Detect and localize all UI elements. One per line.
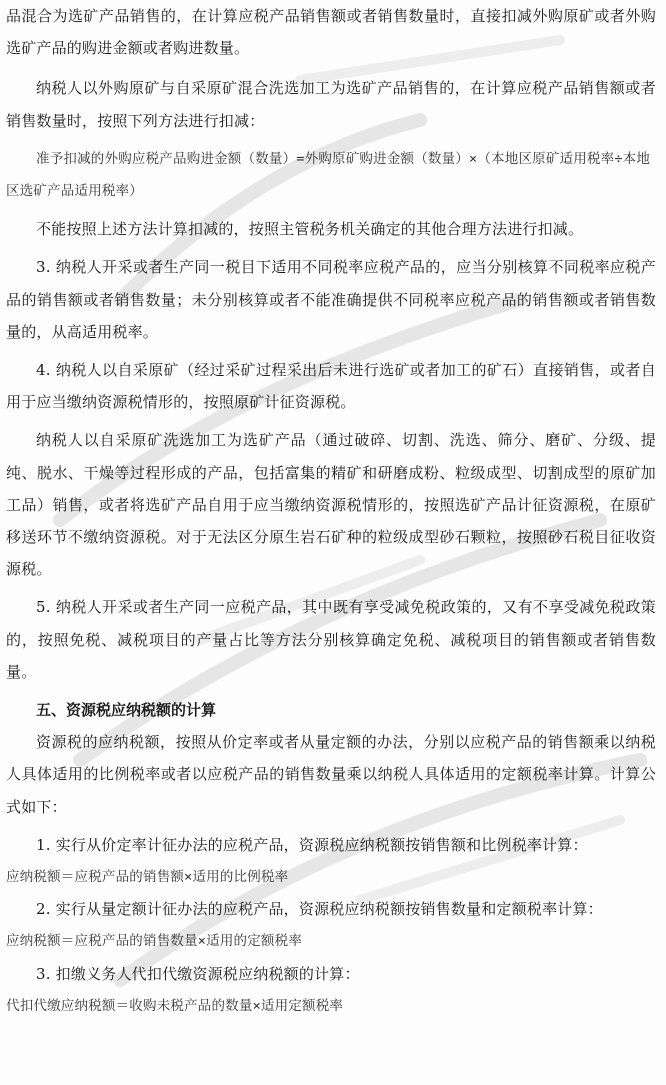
- paragraph-other-methods: 不能按照上述方法计算扣减的，按照主管税务机关确定的其他合理方法进行扣减。: [36, 220, 584, 239]
- paragraph-purchased-mineral-deduction: 品混合为选矿产品销售的，在计算应税产品销售额或者销售数量时，直接扣减外购原矿或者外购选矿产品的购进金额或者购进数量。: [6, 7, 656, 58]
- paragraph-ad-valorem-method: 1. 实行从价定率计征办法的应税产品，资源税应纳税额按销售额和比例税率计算：: [36, 835, 588, 854]
- formula-withholding: 代扣代缴应纳税额＝收购未税产品的数量×适用定额税率: [6, 997, 344, 1014]
- formula-deduction: 准予扣减的外购应税产品购进金额（数量）=外购原矿购进金额（数量）×（本地区原矿适用税率÷本地区选矿产品适用税率）: [6, 150, 651, 200]
- section-heading: 五、资源税应纳税额的计算: [36, 701, 217, 720]
- paragraph-specific-rate-method: 2. 实行从量定额计征办法的应税产品，资源税应纳税额按销售数量和定额税率计算：: [36, 900, 603, 919]
- paragraph-mixed-processing: 纳税人以外购原矿与自采原矿混合洗选加工为选矿产品销售的，在计算应税产品销售额或者销售数量时，按照下列方法进行扣减：: [6, 79, 656, 130]
- paragraph-item-3: 3. 纳税人开采或者生产同一税目下适用不同税率应税产品的，应当分别核算不同税率应税产品的销售额或者销售数量；未分别核算或者不能准确提供不同税率应税产品的销售额或者销售数量的，从高适用税率。: [6, 258, 656, 341]
- paragraph-withholding: 3. 扣缴义务人代扣代缴资源税应纳税额的计算：: [36, 964, 360, 983]
- paragraph-item-5: 5. 纳税人开采或者生产同一应税产品，其中既有享受减免税政策的，又有不享受减免税政策的，按照免税、减税项目的产量占比等方法分别核算确定免税、减税项目的销售额或者销售数量。: [6, 598, 656, 681]
- paragraph-concentrate-products: 纳税人以自采原矿洗选加工为选矿产品（通过破碎、切割、洗选、筛分、磨矿、分级、提纯、脱水、干燥等过程形成的产品，包括富集的精矿和研磨成粉、粒级成型、切割成型的原矿加工品）销售，或者将选矿产品自用于应当缴纳资源税情形的，按照选矿产品计征资源税，在原矿移送环节不缴纳资源税。对于无法区分原生岩石矿种的粒级成型砂石颗粒，按照砂石税目征收资源税。: [6, 431, 656, 579]
- paragraph-item-4: 4. 纳税人以自采原矿（经过采矿过程采出后未进行选矿或者加工的矿石）直接销售，或者自用于应当缴纳资源税情形的，按照原矿计征资源税。: [6, 361, 656, 412]
- formula-specific-rate: 应纳税额＝应税产品的销售数量×适用的定额税率: [6, 933, 303, 950]
- paragraph-tax-calculation: 资源税的应纳税额，按照从价定率或者从量定额的办法，分别以应税产品的销售额乘以纳税人具体适用的比例税率或者以应税产品的销售数量乘以纳税人具体适用的定额税率计算。计算公式如下：: [6, 733, 656, 816]
- formula-ad-valorem: 应纳税额＝应税产品的销售额×适用的比例税率: [6, 869, 289, 886]
